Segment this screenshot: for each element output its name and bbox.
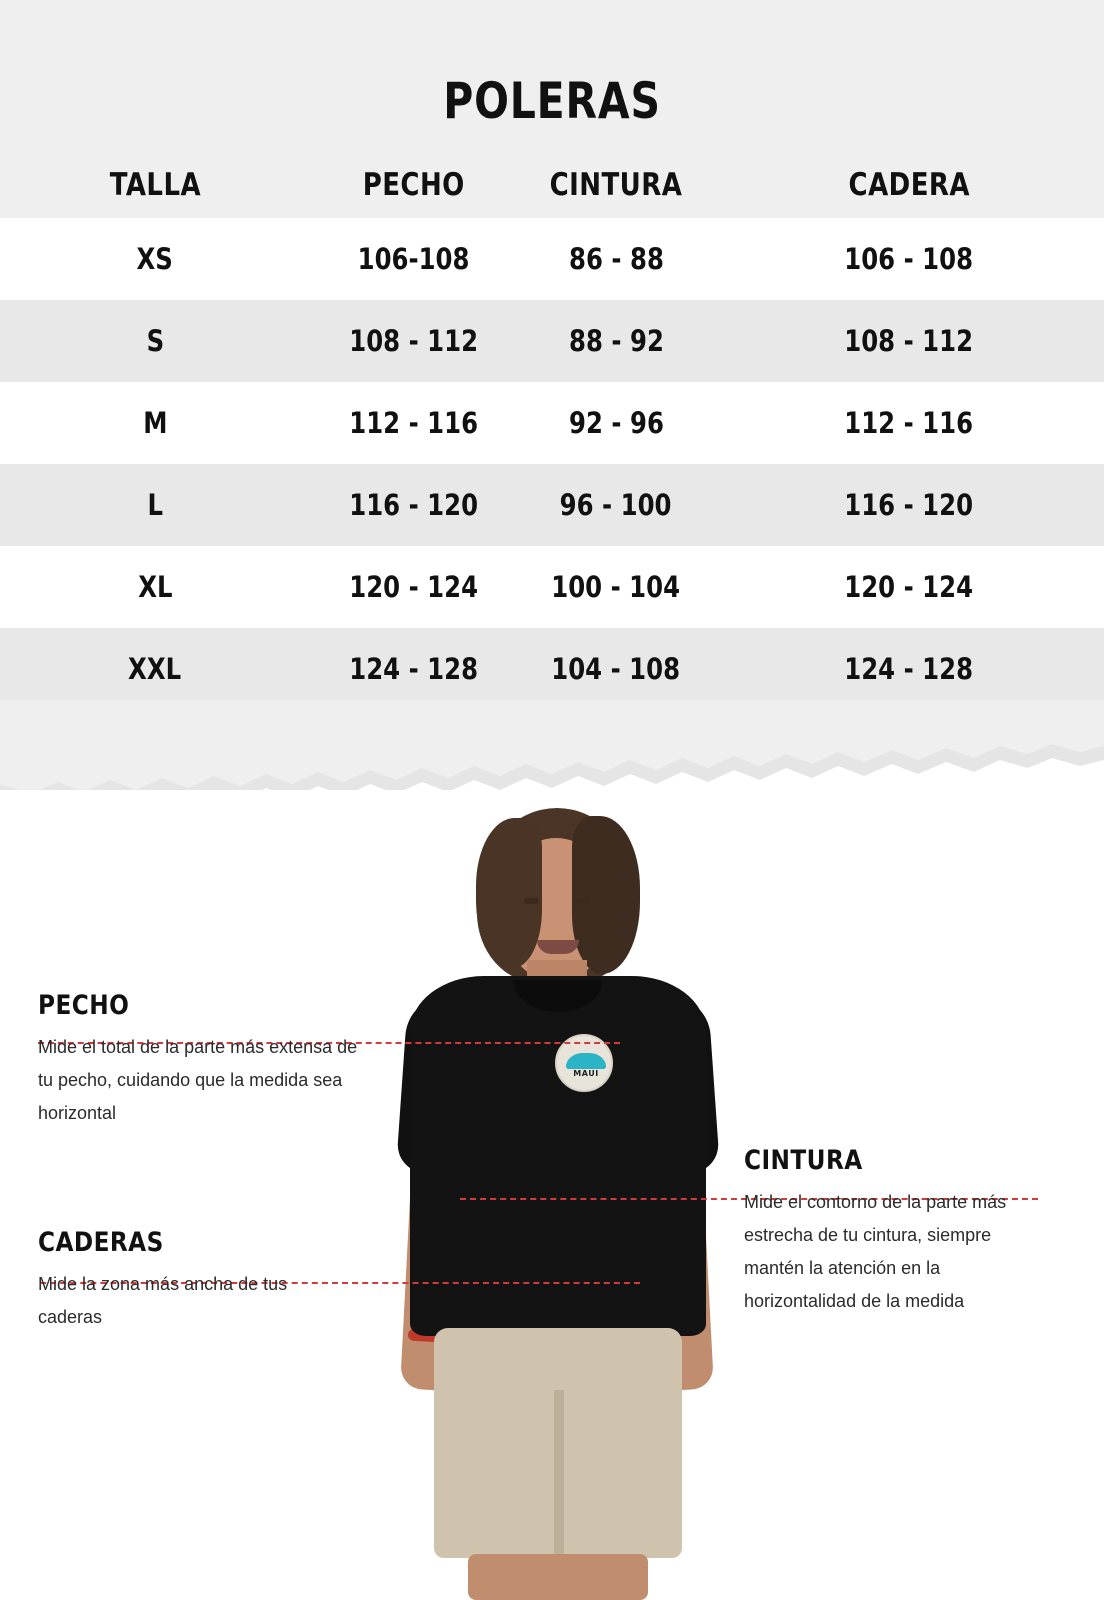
header-label: TALLA: [109, 167, 201, 203]
model-photo-section: [0, 790, 1104, 1600]
cell-talla: S: [146, 324, 164, 358]
callout-caderas-title: CADERAS: [38, 1227, 164, 1258]
column-header-talla: [0, 152, 310, 218]
callout-cintura: [744, 1145, 1054, 1318]
eye-left: [524, 898, 539, 904]
header-label: CINTURA: [549, 167, 683, 203]
cell-talla: L: [147, 488, 163, 522]
column-header-cadera: [714, 152, 1104, 218]
cell-pecho: 124 - 128: [349, 652, 479, 686]
hair-left-strand: [476, 818, 542, 968]
legs: [468, 1554, 648, 1600]
cell-cadera: 108 - 112: [844, 324, 974, 358]
cell-cadera: 124 - 128: [844, 652, 974, 686]
cell-cadera: 116 - 120: [844, 488, 974, 522]
cell-pecho: 108 - 112: [349, 324, 479, 358]
header-label: CADERA: [848, 167, 970, 203]
wave-icon: [566, 1053, 606, 1069]
cell-talla: XXL: [128, 652, 182, 686]
shorts-seam: [554, 1390, 564, 1560]
cell-cintura: 100 - 104: [551, 570, 681, 604]
page-title: POLERAS: [443, 72, 661, 130]
callout-pecho-text: Mide el total de la parte más extensa de tu pecho, cuidando que la medida sea horizontal: [38, 1037, 358, 1123]
cell-cadera: 120 - 124: [844, 570, 974, 604]
size-table: [0, 152, 1104, 710]
cell-talla: XS: [136, 242, 174, 276]
cell-pecho: 116 - 120: [349, 488, 479, 522]
hair-right-strand: [572, 816, 640, 974]
cell-cadera: 106 - 108: [844, 242, 974, 276]
table-header-row: [0, 152, 1104, 218]
cell-pecho: 112 - 116: [349, 406, 479, 440]
cell-cintura: 88 - 92: [568, 324, 664, 358]
cell-talla: M: [142, 406, 168, 440]
table-row: [0, 218, 1104, 300]
table-row: [0, 546, 1104, 628]
cell-talla: XL: [137, 570, 173, 604]
size-chart-section: [0, 0, 1104, 730]
table-row: [0, 382, 1104, 464]
callout-pecho: [38, 990, 368, 1130]
callout-pecho-title: PECHO: [38, 990, 130, 1021]
header-label: PECHO: [362, 167, 466, 203]
cell-cintura: 86 - 88: [568, 242, 664, 276]
cell-pecho: 120 - 124: [349, 570, 479, 604]
cell-cadera: 112 - 116: [844, 406, 974, 440]
callout-cintura-title: CINTURA: [744, 1145, 863, 1176]
brand-logo-label: MAUI: [573, 1069, 599, 1078]
model-figure: [372, 790, 742, 1600]
callout-caderas-text: Mide la zona más ancha de tus caderas: [38, 1274, 288, 1327]
table-row: [0, 464, 1104, 546]
column-header-cintura: [518, 152, 714, 218]
callout-cintura-text: Mide el contorno de la parte más estrecha de tu cintura, siempre mantén la atención en la horizontalidad de la medida: [744, 1192, 1007, 1311]
column-header-pecho: [310, 152, 518, 218]
callout-caderas: [38, 1227, 338, 1334]
cell-cintura: 104 - 108: [551, 652, 681, 686]
table-row: [0, 628, 1104, 710]
table-row: [0, 300, 1104, 382]
cell-cintura: 96 - 100: [560, 488, 672, 522]
eye-right: [576, 898, 591, 904]
cell-cintura: 92 - 96: [568, 406, 664, 440]
cell-pecho: 106-108: [358, 242, 470, 276]
